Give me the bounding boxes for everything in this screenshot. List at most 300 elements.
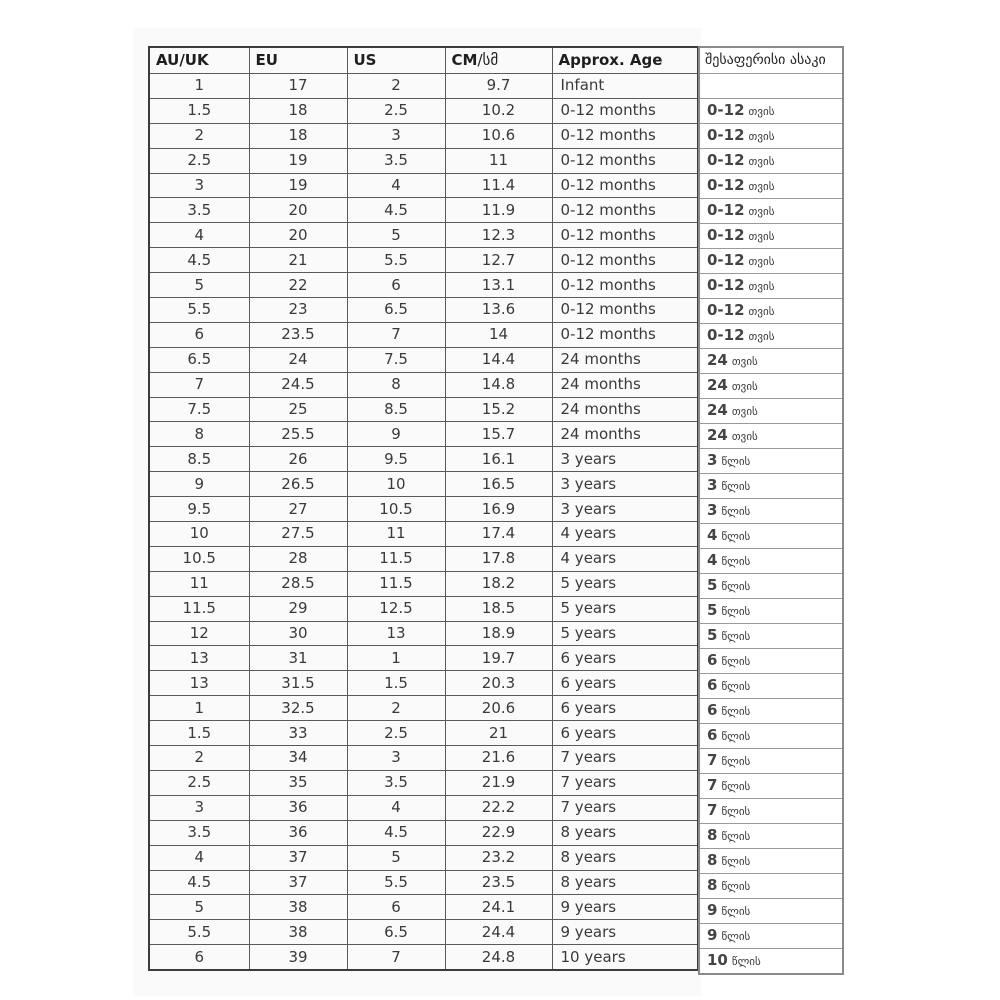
cell-age-georgian [699,424,843,449]
table-row [149,422,698,447]
georgian-age-number: 0-12 [707,226,745,244]
cell-approx-age: 9 years [552,920,698,945]
cell-cm: 13.6 [445,298,552,323]
georgian-age-unit: თვის [748,205,775,218]
table-row [149,223,698,248]
georgian-age-unit: წლის [721,880,751,893]
cell-eu: 37 [249,845,347,870]
cell-us: 6.5 [347,298,445,323]
cell-cm: 23.2 [445,845,552,870]
header-age-georgian: შესაფერისი ასაკი [699,47,843,74]
georgian-age-number: 24 [707,351,728,369]
georgian-row [699,399,843,424]
cell-au-uk: 2.5 [149,770,249,795]
cell-cm: 14.8 [445,372,552,397]
georgian-row [699,699,843,724]
georgian-row [699,174,843,199]
table-row [149,596,698,621]
cell-age-georgian [699,299,843,324]
cell-us: 10.5 [347,497,445,522]
cell-eu: 26 [249,447,347,472]
georgian-age-unit: თვის [731,380,758,393]
cell-cm: 21.9 [445,770,552,795]
cell-eu: 36 [249,820,347,845]
cell-age-georgian [699,924,843,949]
georgian-row [699,449,843,474]
header-au-uk: AU/UK [149,47,249,74]
georgian-row [699,724,843,749]
cell-us: 2 [347,74,445,99]
cell-eu: 28 [249,546,347,571]
cell-age-georgian [699,524,843,549]
table-row [149,372,698,397]
cell-age-georgian [699,149,843,174]
cell-us: 11.5 [347,546,445,571]
cell-au-uk: 4 [149,223,249,248]
table-row [149,795,698,820]
cell-us: 8.5 [347,397,445,422]
cell-au-uk: 11 [149,571,249,596]
cell-us: 3.5 [347,148,445,173]
georgian-age-number: 0-12 [707,326,745,344]
cell-eu: 25 [249,397,347,422]
table-row [149,248,698,273]
georgian-row [699,599,843,624]
table-row [149,845,698,870]
georgian-row [699,324,843,349]
cell-us: 6 [347,273,445,298]
header-us: US [347,47,445,74]
cell-au-uk: 7 [149,372,249,397]
georgian-age-unit: თვის [748,280,775,293]
georgian-age-unit: წლის [721,555,751,568]
cell-au-uk: 7.5 [149,397,249,422]
header-row [149,47,698,74]
cell-cm: 14 [445,322,552,347]
cell-age-georgian [699,849,843,874]
table-row [149,945,698,970]
georgian-row [699,474,843,499]
cell-approx-age: 0-12 months [552,123,698,148]
cell-cm: 13.1 [445,273,552,298]
cell-us: 6.5 [347,920,445,945]
cell-au-uk: 5.5 [149,920,249,945]
georgian-age-number: 8 [707,826,718,844]
cell-us: 3.5 [347,770,445,795]
cell-eu: 35 [249,770,347,795]
cell-age-georgian [699,399,843,424]
georgian-row [699,849,843,874]
georgian-age-number: 9 [707,901,718,919]
cell-age-georgian [699,199,843,224]
table-row [149,198,698,223]
cell-approx-age: Infant [552,74,698,99]
cell-eu: 24.5 [249,372,347,397]
georgian-age-unit: წლის [721,655,751,668]
georgian-age-number: 3 [707,451,718,469]
georgian-age-number: 6 [707,701,718,719]
cell-approx-age: 6 years [552,721,698,746]
cell-us: 2.5 [347,721,445,746]
cell-approx-age: 6 years [552,646,698,671]
cell-eu: 20 [249,198,347,223]
cell-age-georgian [699,649,843,674]
georgian-row [699,774,843,799]
georgian-age-number: 24 [707,376,728,394]
cell-us: 9 [347,422,445,447]
cell-cm: 24.1 [445,895,552,920]
georgian-row [699,299,843,324]
georgian-age-number: 7 [707,776,718,794]
cell-approx-age: 3 years [552,472,698,497]
cell-us: 10 [347,472,445,497]
cell-us: 4.5 [347,820,445,845]
cell-cm: 21 [445,721,552,746]
cell-cm: 12.3 [445,223,552,248]
georgian-row [699,499,843,524]
georgian-row [699,899,843,924]
georgian-age-unit: წლის [721,605,751,618]
cell-approx-age: 8 years [552,845,698,870]
cell-cm: 16.9 [445,497,552,522]
cell-cm: 18.5 [445,596,552,621]
georgian-age-number: 4 [707,551,718,569]
cell-cm: 24.8 [445,945,552,970]
cell-eu: 22 [249,273,347,298]
cell-au-uk: 4 [149,845,249,870]
georgian-header-row [699,47,843,74]
cell-age-georgian [699,549,843,574]
cell-us: 8 [347,372,445,397]
cell-approx-age: 0-12 months [552,298,698,323]
georgian-age-number: 7 [707,751,718,769]
cell-au-uk: 6.5 [149,347,249,372]
table-row [149,571,698,596]
cell-approx-age: 5 years [552,596,698,621]
header-approx-age: Approx. Age [552,47,698,74]
georgian-age-number: 5 [707,626,718,644]
cell-eu: 27.5 [249,522,347,547]
cell-us: 11 [347,522,445,547]
cell-approx-age: 7 years [552,746,698,771]
cell-au-uk: 1.5 [149,98,249,123]
cell-us: 5 [347,845,445,870]
georgian-age-body [699,74,843,975]
cell-us: 3 [347,746,445,771]
cell-us: 4 [347,795,445,820]
cell-cm: 21.6 [445,746,552,771]
georgian-row [699,74,843,99]
georgian-age-unit: თვის [748,105,775,118]
georgian-age-unit: წლის [721,530,751,543]
georgian-age-number: 0-12 [707,101,745,119]
cell-age-georgian [699,774,843,799]
cell-eu: 21 [249,248,347,273]
georgian-row [699,949,843,975]
georgian-row [699,874,843,899]
cell-us: 7 [347,945,445,970]
cell-age-georgian [699,749,843,774]
table-row [149,148,698,173]
cell-us: 1 [347,646,445,671]
cell-eu: 33 [249,721,347,746]
cell-eu: 25.5 [249,422,347,447]
cell-age-georgian [699,599,843,624]
georgian-row [699,99,843,124]
cell-us: 2.5 [347,98,445,123]
table-row [149,746,698,771]
cell-au-uk: 2 [149,123,249,148]
cell-au-uk: 2 [149,746,249,771]
georgian-age-unit: წლის [721,455,751,468]
table-row [149,322,698,347]
georgian-row [699,124,843,149]
table-row [149,472,698,497]
georgian-age-number: 6 [707,676,718,694]
georgian-age-unit: წლის [721,705,751,718]
georgian-age-unit: წლის [721,630,751,643]
cell-au-uk: 10 [149,522,249,547]
cell-approx-age: 0-12 months [552,198,698,223]
cell-cm: 17.8 [445,546,552,571]
georgian-row [699,549,843,574]
cell-approx-age: 0-12 months [552,322,698,347]
georgian-age-unit: წლის [731,955,761,968]
georgian-row [699,924,843,949]
georgian-row [699,274,843,299]
cell-approx-age: 5 years [552,621,698,646]
cell-au-uk: 11.5 [149,596,249,621]
cell-au-uk: 3 [149,173,249,198]
cell-eu: 37 [249,870,347,895]
table-row [149,173,698,198]
cell-approx-age: 9 years [552,895,698,920]
cell-approx-age: 24 months [552,347,698,372]
georgian-age-unit: წლის [721,505,751,518]
cell-cm: 20.3 [445,671,552,696]
cell-cm: 22.2 [445,795,552,820]
cell-au-uk: 1 [149,696,249,721]
georgian-age-number: 6 [707,651,718,669]
cell-age-georgian [699,674,843,699]
cell-age-georgian [699,499,843,524]
cell-age-georgian [699,824,843,849]
georgian-row [699,424,843,449]
georgian-age-number: 3 [707,501,718,519]
cell-eu: 39 [249,945,347,970]
header-cm-georgian: /სმ [477,51,499,69]
georgian-age-unit: წლის [721,805,751,818]
georgian-age-unit: წლის [721,780,751,793]
cell-cm: 23.5 [445,870,552,895]
cell-approx-age: 24 months [552,422,698,447]
cell-approx-age: 4 years [552,546,698,571]
georgian-row [699,349,843,374]
cell-au-uk: 13 [149,646,249,671]
cell-eu: 38 [249,895,347,920]
cell-cm: 24.4 [445,920,552,945]
cell-au-uk: 12 [149,621,249,646]
cell-age-georgian [699,249,843,274]
cell-age-georgian [699,574,843,599]
cell-cm: 11.9 [445,198,552,223]
cell-cm: 20.6 [445,696,552,721]
georgian-row [699,199,843,224]
table-row [149,671,698,696]
cell-eu: 38 [249,920,347,945]
table-row [149,546,698,571]
cell-au-uk: 9.5 [149,497,249,522]
cell-eu: 23 [249,298,347,323]
georgian-row [699,824,843,849]
cell-au-uk: 10.5 [149,546,249,571]
georgian-row [699,674,843,699]
georgian-age-number: 0-12 [707,201,745,219]
cell-age-georgian [699,374,843,399]
size-chart-table [148,46,699,971]
georgian-row [699,749,843,774]
table-row [149,696,698,721]
cell-cm: 15.2 [445,397,552,422]
cell-us: 5.5 [347,870,445,895]
cell-cm: 11 [445,148,552,173]
cell-au-uk: 3.5 [149,198,249,223]
georgian-age-unit: წლის [721,905,751,918]
cell-age-georgian [699,874,843,899]
cell-cm: 14.4 [445,347,552,372]
size-chart-body [149,74,698,971]
georgian-row [699,249,843,274]
cell-us: 13 [347,621,445,646]
cell-au-uk: 8 [149,422,249,447]
cell-au-uk: 1.5 [149,721,249,746]
georgian-age-unit: თვის [748,330,775,343]
cell-us: 3 [347,123,445,148]
cell-eu: 24 [249,347,347,372]
cell-eu: 36 [249,795,347,820]
cell-us: 1.5 [347,671,445,696]
cell-cm: 16.1 [445,447,552,472]
table-row [149,123,698,148]
georgian-age-number: 0-12 [707,251,745,269]
cell-au-uk: 9 [149,472,249,497]
cell-approx-age: 8 years [552,820,698,845]
georgian-age-unit: წლის [721,855,751,868]
cell-approx-age: 0-12 months [552,98,698,123]
cell-approx-age: 24 months [552,397,698,422]
cell-au-uk: 5 [149,273,249,298]
table-row [149,621,698,646]
cell-approx-age: 3 years [552,497,698,522]
cell-au-uk: 6 [149,322,249,347]
cell-us: 6 [347,895,445,920]
georgian-age-unit: თვის [748,180,775,193]
cell-age-georgian [699,449,843,474]
cell-age-georgian [699,274,843,299]
table-row [149,646,698,671]
cell-au-uk: 1 [149,74,249,99]
cell-age-georgian [699,74,843,99]
header-cm [445,47,552,74]
cell-us: 11.5 [347,571,445,596]
georgian-age-unit: თვის [731,430,758,443]
georgian-row [699,149,843,174]
cell-us: 7 [347,322,445,347]
cell-us: 12.5 [347,596,445,621]
georgian-row [699,224,843,249]
cell-au-uk: 3.5 [149,820,249,845]
cell-approx-age: 10 years [552,945,698,970]
georgian-age-unit: წლის [721,680,751,693]
georgian-age-unit: თვის [748,130,775,143]
cell-age-georgian [699,124,843,149]
cell-eu: 18 [249,98,347,123]
cell-age-georgian [699,474,843,499]
cell-cm: 12.7 [445,248,552,273]
cell-cm: 11.4 [445,173,552,198]
georgian-age-unit: თვის [748,230,775,243]
georgian-age-unit: თვის [748,155,775,168]
cell-au-uk: 2.5 [149,148,249,173]
georgian-age-unit: თვის [748,305,775,318]
cell-approx-age: 0-12 months [552,223,698,248]
cell-us: 5.5 [347,248,445,273]
georgian-row [699,799,843,824]
cell-approx-age: 4 years [552,522,698,547]
cell-approx-age: 7 years [552,770,698,795]
table-row [149,347,698,372]
cell-eu: 28.5 [249,571,347,596]
georgian-age-table [698,46,844,975]
georgian-age-unit: თვის [731,405,758,418]
cell-us: 2 [347,696,445,721]
georgian-age-unit: წლის [721,580,751,593]
table-row [149,74,698,99]
cell-cm: 22.9 [445,820,552,845]
cell-au-uk: 5 [149,895,249,920]
cell-age-georgian [699,799,843,824]
table-row [149,497,698,522]
cell-approx-age: 7 years [552,795,698,820]
cell-age-georgian [699,349,843,374]
georgian-age-unit: თვის [748,255,775,268]
cell-approx-age: 0-12 months [552,173,698,198]
georgian-age-number: 3 [707,476,718,494]
georgian-age-number: 24 [707,426,728,444]
georgian-age-number: 8 [707,851,718,869]
cell-au-uk: 6 [149,945,249,970]
cell-us: 9.5 [347,447,445,472]
georgian-age-unit: წლის [721,755,751,768]
table-row [149,298,698,323]
cell-au-uk: 4.5 [149,870,249,895]
georgian-age-number: 6 [707,726,718,744]
cell-approx-age: 0-12 months [552,148,698,173]
georgian-row [699,374,843,399]
cell-cm: 18.2 [445,571,552,596]
table-row [149,920,698,945]
cell-au-uk: 13 [149,671,249,696]
cell-approx-age: 5 years [552,571,698,596]
georgian-age-number: 9 [707,926,718,944]
cell-eu: 17 [249,74,347,99]
cell-age-georgian [699,324,843,349]
cell-us: 7.5 [347,347,445,372]
cell-approx-age: 3 years [552,447,698,472]
cell-cm: 10.6 [445,123,552,148]
cell-age-georgian [699,224,843,249]
cell-cm: 18.9 [445,621,552,646]
